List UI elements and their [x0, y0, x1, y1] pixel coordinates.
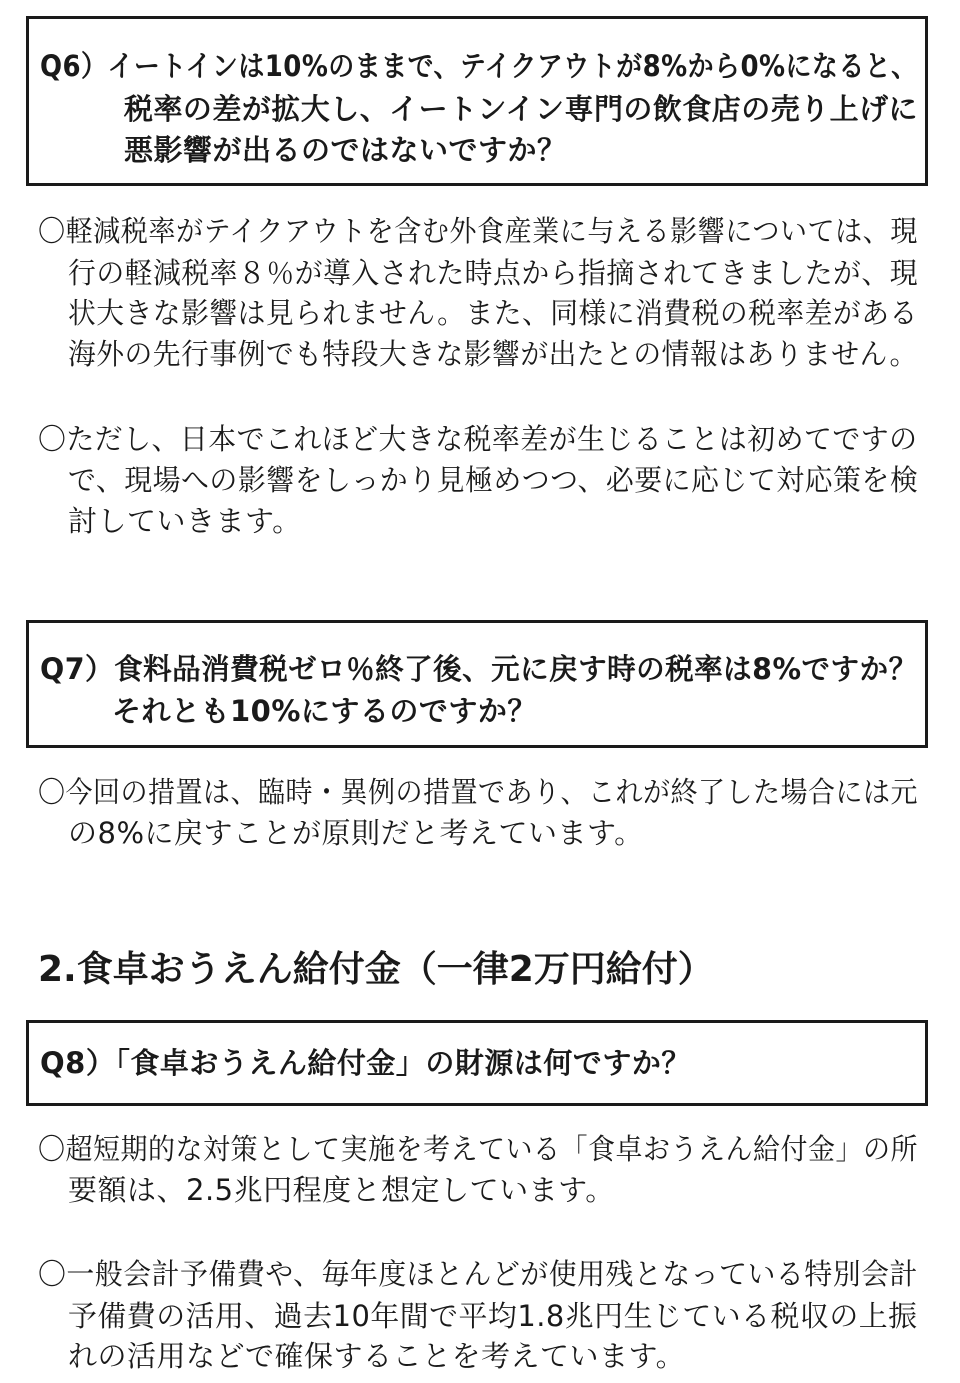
a8-para2-line-1: 〇一般会計予備費や、毎年度ほとんどが使用残となっている特別会計	[38, 1257, 918, 1291]
a6-para1-line-1: 〇軽減税率がテイクアウトを含む外食産業に与える影響については、現	[38, 214, 918, 248]
a8-para2-line-3: れの活用などで確保することを考えています。	[68, 1339, 686, 1373]
a8-para1-line-1: 〇超短期的な対策として実施を考えている「食卓おうえん給付金」の所	[38, 1132, 919, 1166]
a7-line-2: の8%に戻すことが原則だと考えています。	[68, 816, 644, 850]
a6-para2-line-2: で、現場への影響をしっかり見極めつつ、必要に応じて対応策を検	[68, 463, 919, 497]
a6-para1-line-3: 状大きな影響は見られません。また、同様に消費税の税率差がある	[68, 296, 918, 330]
a6-para2-line-1: 〇ただし、日本でこれほど大きな税率差が生じることは初めてですの	[38, 422, 918, 456]
q6-line-2: 税率の差が拡大し、イートンイン専門の飲食店の売り上げに	[124, 92, 919, 126]
q6-line-3: 悪影響が出るのではないですか？	[124, 133, 567, 167]
q6-line-1: Q6）イートインは10%のままで、テイクアウトが8%から0%になると、	[40, 49, 918, 83]
a6-para2-line-3: 討していきます。	[68, 504, 302, 538]
q7-line-2: それとも10%にするのですか？	[112, 694, 537, 728]
q8-line-1: Q8）「食卓おうえん給付金」の財源は何ですか？	[40, 1046, 691, 1080]
q7-line-1: Q7）食料品消費税ゼロ％終了後、元に戻す時の税率は8%ですか？	[40, 652, 918, 686]
section-2-heading: 2.食卓おうえん給付金（一律2万円給付）	[38, 949, 714, 990]
a7-line-1: 〇今回の措置は、臨時・異例の措置であり、これが終了した場合には元	[38, 775, 919, 809]
a8-para2-line-2: 予備費の活用、過去10年間で平均1.8兆円生じている税収の上振	[68, 1299, 918, 1333]
a8-para1-line-2: 要額は、2.5兆円程度と想定しています。	[68, 1173, 615, 1207]
a6-para1-line-2: 行の軽減税率８％が導入された時点から指摘されてきましたが、現	[68, 256, 919, 290]
a6-para1-line-4: 海外の先行事例でも特段大きな影響が出たとの情報はありません。	[68, 337, 918, 371]
